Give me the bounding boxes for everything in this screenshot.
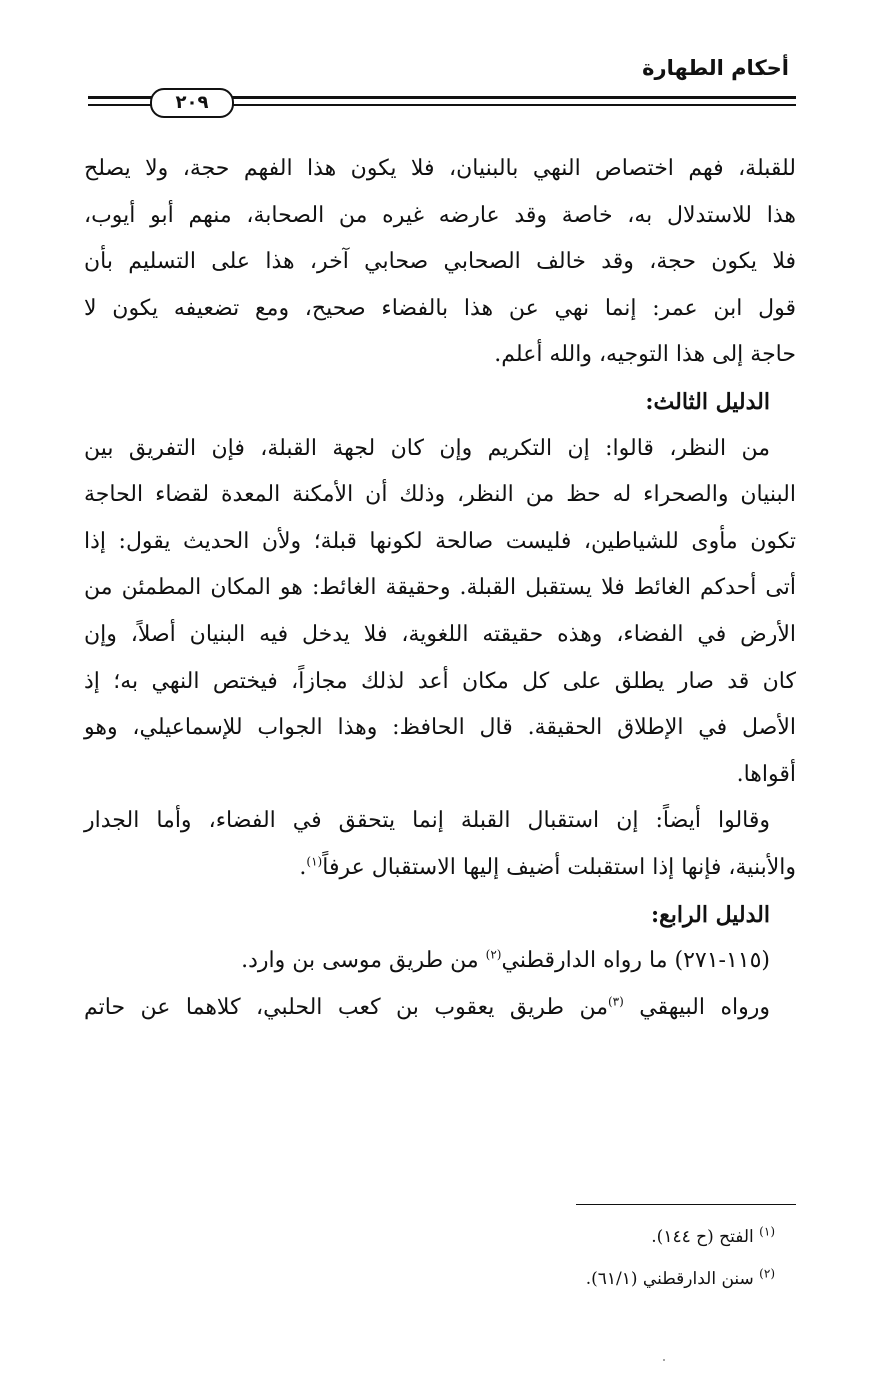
header-rule (88, 88, 796, 118)
body-text (84, 146, 796, 1031)
footnotes (175, 1216, 775, 1300)
text-span: . (299, 854, 307, 880)
text-line: البنيان والصحراء له حظ من النظر، وذلك أن الأمكنة المعدة لقضاء الحاجة (84, 482, 796, 508)
text-line: حاجة إلى هذا التوجيه، والله أعلم. (494, 342, 796, 368)
scan-speck (663, 1359, 665, 1361)
section-heading-fourth-evidence: الدليل الرابع: (650, 901, 770, 928)
text-line: أتى أحدكم الغائط فلا يستقبل القبلة. وحقيقة الغائط: هو المكان المطمئن من (84, 575, 796, 601)
section-heading-third-evidence: الدليل الثالث: (645, 388, 770, 415)
text-line: الأصل في الإطلاق الحقيقة. قال الحافظ: وهذا الجواب للإسماعيلي، وهو (84, 715, 796, 741)
page-number: ٢٠٩ (150, 88, 234, 118)
text-line: للقبلة، فهم اختصاص النهي بالبنيان، فلا يكون هذا الفهم حجة، ولا يصلح (84, 156, 796, 181)
text-span: ورواه البيهقي (623, 994, 770, 1020)
footnote-reference: (٢) (485, 947, 502, 962)
footnote-reference: (٣) (607, 994, 624, 1009)
text-span: من طريق موسى بن وارد. (241, 948, 486, 974)
footnote-reference: (١) (306, 854, 323, 869)
text-line (84, 938, 796, 985)
text-span: من طريق يعقوب بن كعب الحلبي، كلاهما عن حاتم (84, 994, 608, 1020)
text-line: فلا يكون حجة، وقد خالف الصحابي صحابي آخر، هذا على التسليم بأن (84, 249, 796, 275)
text-line: هذا للاستدلال به، خاصة وقد عارضه غيره من الصحابة، منهم أبو أيوب، (84, 202, 796, 228)
text-line: كان قد صار يطلق على كل مكان أعد لذلك مجازاً، فيختص النهي به؛ إذ (84, 668, 796, 694)
footnote (175, 1216, 775, 1258)
text-line: وقالوا أيضاً: إن استقبال القبلة إنما يتحقق في الفضاء، وأما الجدار (84, 808, 770, 834)
text-span: والأبنية، فإنها إذا استقبلت أضيف إليها الاستقبال عرفاً (322, 854, 796, 880)
text-line: قول ابن عمر: إنما نهي عن هذا بالفضاء صحيح، ومع تضعيفه يكون لا (84, 295, 796, 321)
text-line (84, 985, 796, 1032)
footnote-marker: (١) (759, 1224, 775, 1239)
text-line: أقواها. (736, 761, 796, 787)
text-line: تكون مأوى للشياطين، فليست صالحة لكونها قبلة؛ ولأن الحديث يقول: إذا (84, 528, 796, 554)
footnote-separator (576, 1204, 796, 1205)
text-span: (١١٥-٢٧١) ما رواه الدارقطني (501, 948, 770, 974)
footnote-text: سنن الدارقطني (٦١/١). (585, 1269, 760, 1289)
running-title: أحكام الطهارة (642, 56, 789, 80)
text-line (84, 845, 796, 892)
footnote-text: الفتح (ح ١٤٤). (651, 1227, 760, 1247)
footnote-marker: (٢) (759, 1266, 775, 1281)
text-line: الأرض في الفضاء، وهذه حقيقته اللغوية، فلا يدخل فيه البنيان أصلاً، وإن (84, 621, 796, 647)
footnote (175, 1258, 775, 1300)
text-line: من النظر، قالوا: إن التكريم وإن كان لجهة القبلة، فإن التفريق بين (84, 435, 770, 461)
